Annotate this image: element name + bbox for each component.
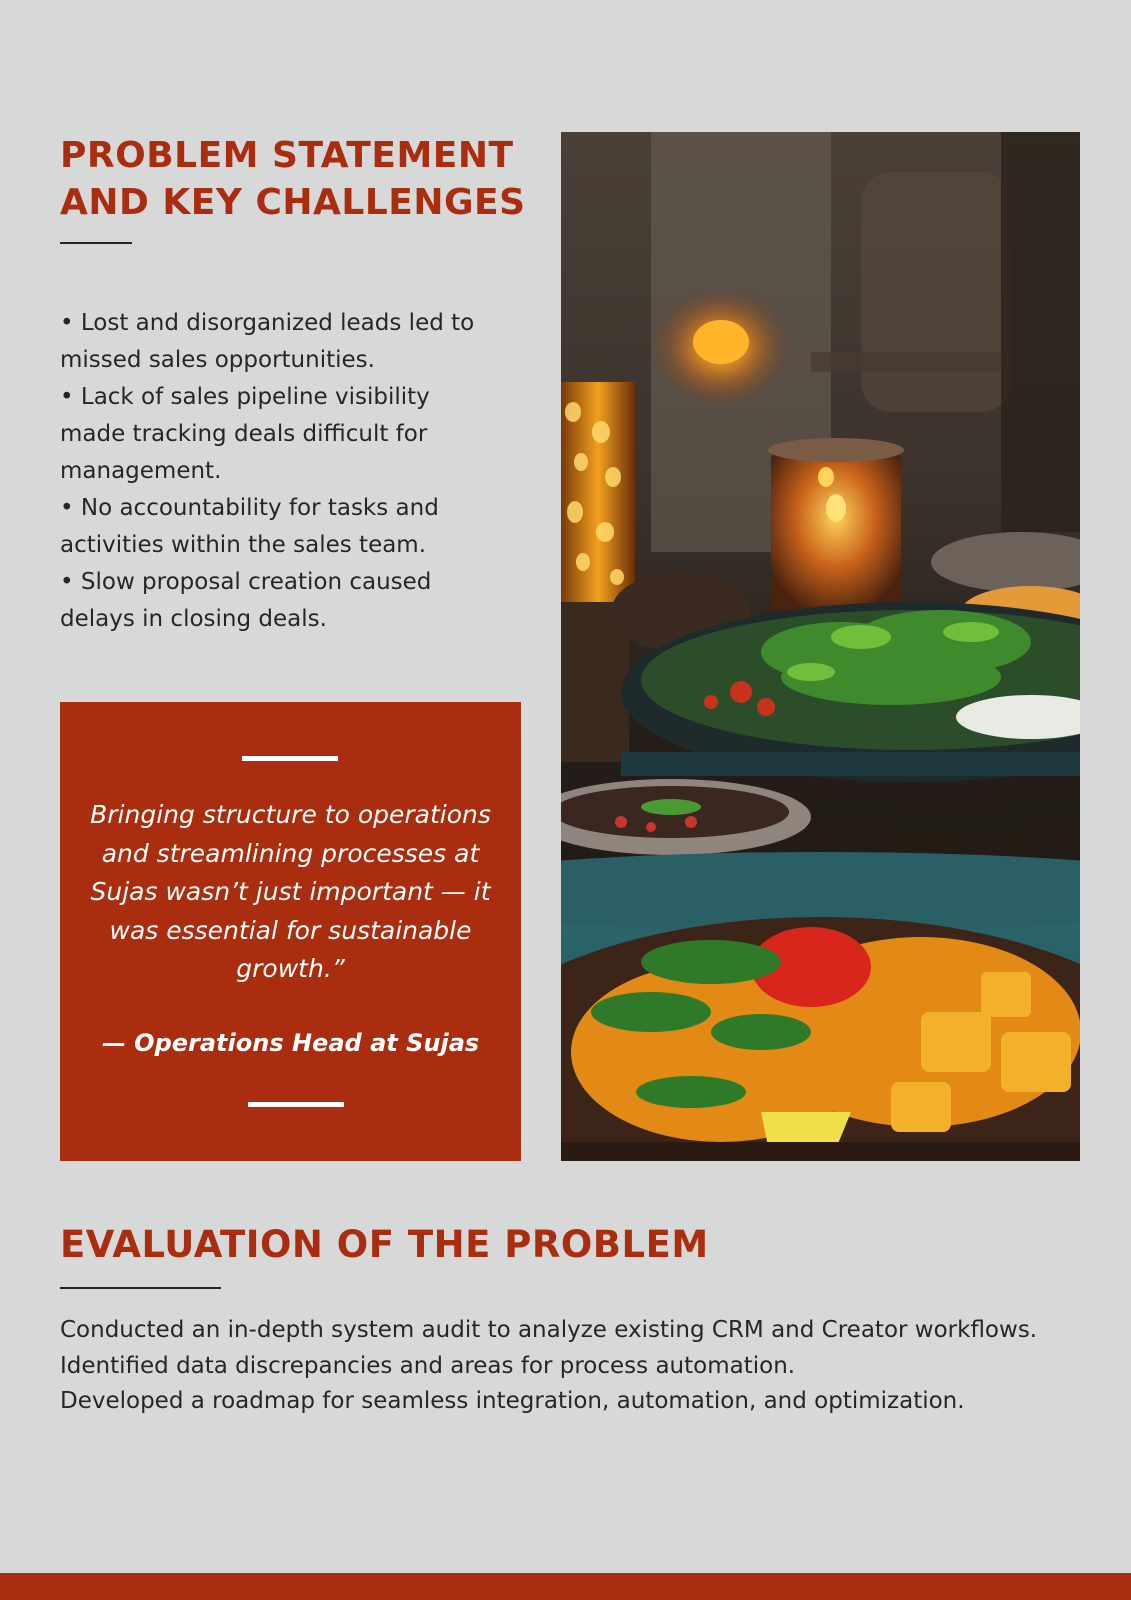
evaluation-line: Conducted an in-depth system audit to analyze existing CRM and Creator workflows. (60, 1317, 1038, 1343)
quote-top-bar (242, 756, 338, 761)
evaluation-line: Identified data discrepancies and areas for process automation. (60, 1352, 796, 1379)
evaluation-line: Developed a roadmap for seamless integration, automation, and optimization. (60, 1388, 965, 1414)
food-photo-illustration (561, 132, 1080, 1161)
quote-text: Bringing structure to operations and streamlining processes at Sujas wasn’t just important — it was essential for sustainable growth.” (90, 800, 491, 983)
quote-author: — Operations Head at Sujas (101, 1029, 480, 1057)
evaluation-heading-underline (60, 1287, 221, 1289)
footer-accent-band (0, 1573, 1131, 1600)
food-table-photo (561, 132, 1080, 1161)
challenge-item: • Slow proposal creation caused delays in closing deals. (60, 569, 432, 632)
quote-bottom-bar (248, 1102, 344, 1107)
challenges-list (60, 305, 500, 638)
problem-statement-heading (60, 132, 540, 226)
challenge-item: • Lack of sales pipeline visibility made tracking deals difficult for management. (60, 384, 430, 484)
problem-heading-line-2: AND KEY CHALLENGES (60, 182, 526, 223)
testimonial-quote-box (60, 702, 521, 1161)
challenge-item: • No accountability for tasks and activities within the sales team. (60, 495, 439, 558)
problem-heading-line-1: PROBLEM STATEMENT (60, 135, 514, 176)
problem-heading-underline (60, 242, 132, 244)
evaluation-text (60, 1313, 1070, 1420)
challenge-item: • Lost and disorganized leads led to missed sales opportunities. (60, 310, 475, 373)
evaluation-heading: EVALUATION OF THE PROBLEM (60, 1223, 709, 1266)
